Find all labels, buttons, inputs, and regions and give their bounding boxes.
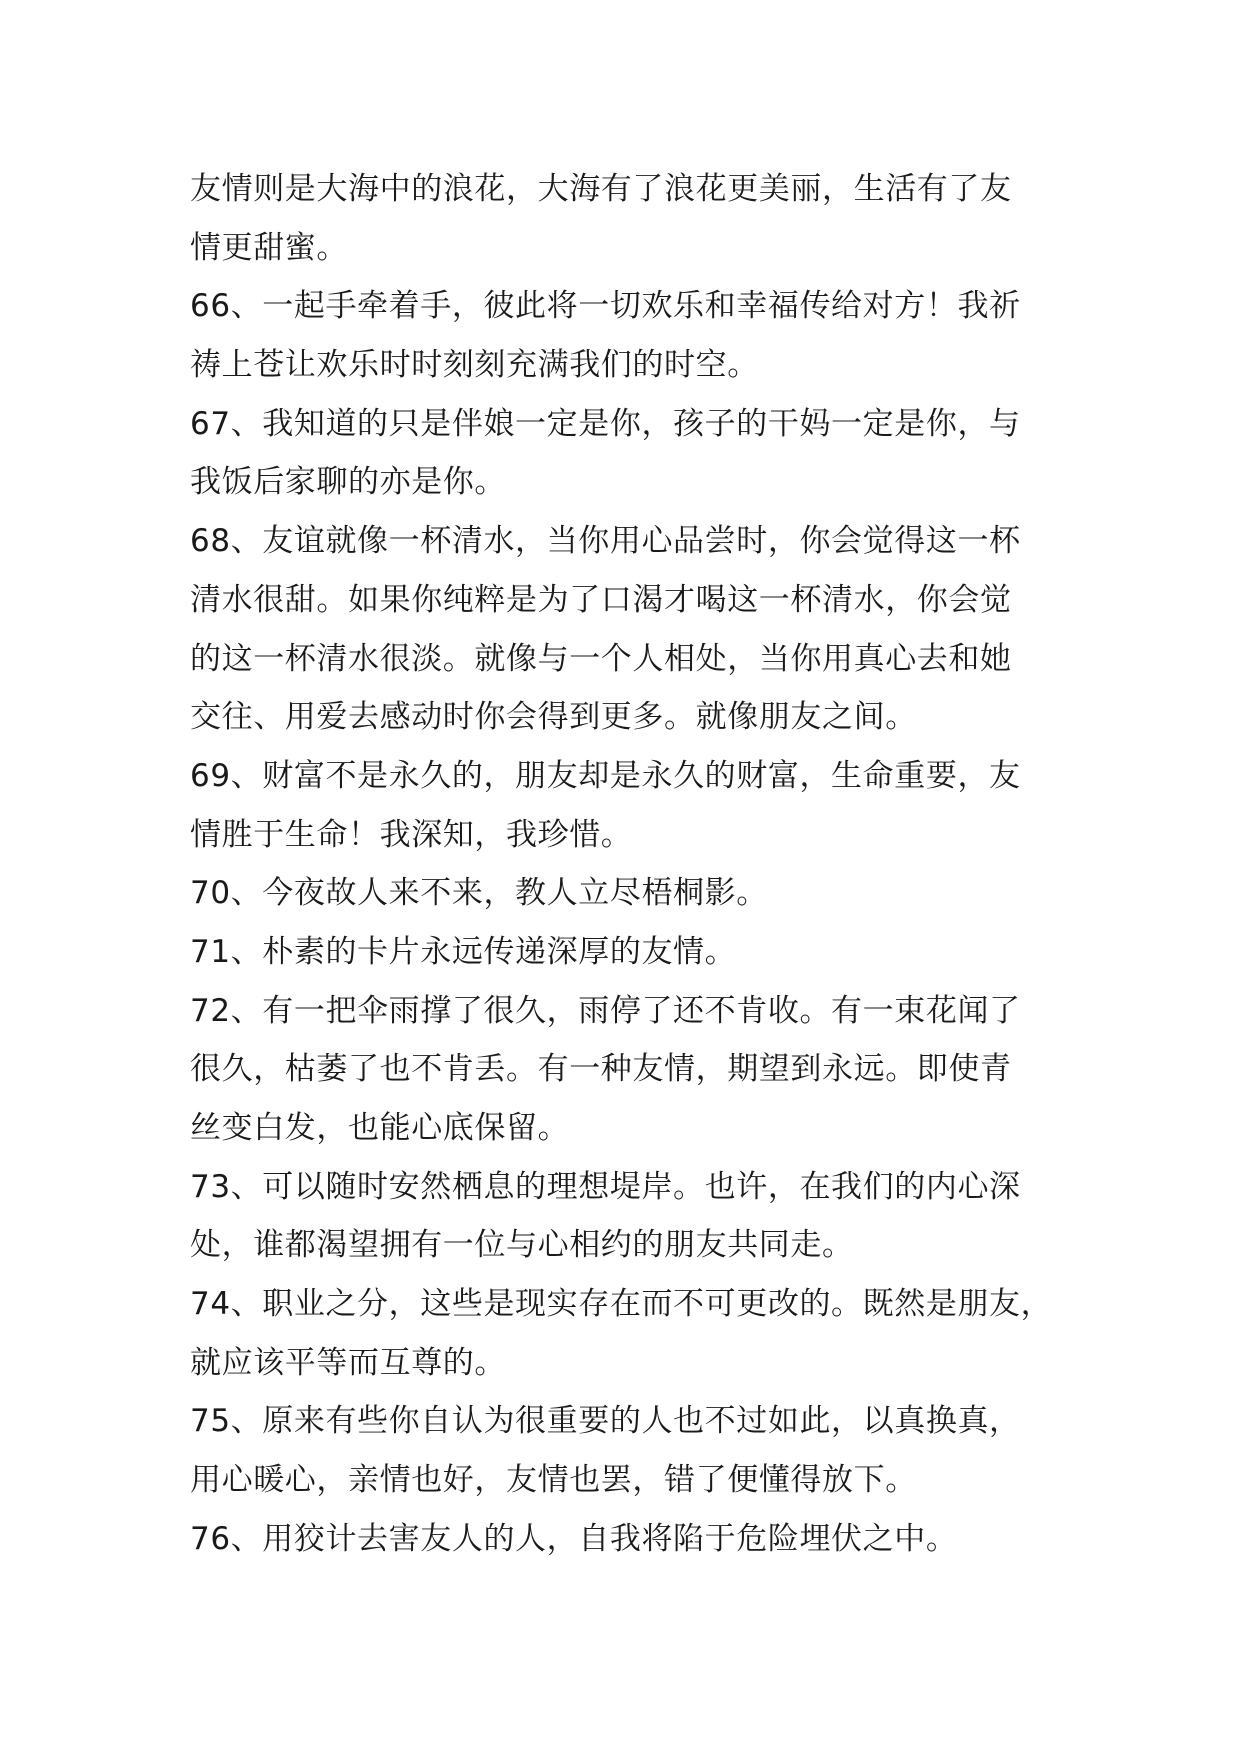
text-line: 情更甜蜜。 (190, 229, 348, 266)
text-line: 处，谁都渴望拥有一位与心相约的朋友共同走。 (190, 1227, 854, 1264)
text-line: 70、今夜故人来不来，教人立尽梧桐影。 (190, 875, 768, 912)
text-line: 很久，枯萎了也不肯丢。有一种友情，期望到永远。即使青 (190, 1051, 1012, 1088)
text-line: 76、用狡计去害友人的人，自我将陷于危险埋伏之中。 (190, 1520, 958, 1557)
text-line: 用心暖心，亲情也好，友情也罢，错了便懂得放下。 (190, 1462, 917, 1499)
document-body (190, 160, 1060, 1569)
text-line: 67、我知道的只是伴娘一定是你，孩子的干妈一定是你，与 (190, 405, 1021, 442)
text-line: 友情则是大海中的浪花，大海有了浪花更美丽，生活有了友 (190, 171, 1012, 207)
text-line: 73、可以随时安然栖息的理想堤岸。也许，在我们的内心深 (190, 1168, 1021, 1205)
text-line: 就应该平等而互尊的。 (190, 1344, 506, 1381)
text-line: 66、一起手牵着手，彼此将一切欢乐和幸福传给对方！我祈 (190, 288, 1021, 325)
text-line: 交往、用爱去感动时你会得到更多。就像朋友之间。 (190, 699, 917, 736)
text-line: 清水很甜。如果你纯粹是为了口渴才喝这一杯清水，你会觉 (190, 581, 1012, 618)
text-line: 的这一杯清水很淡。就像与一个人相处，当你用真心去和她 (190, 640, 1012, 677)
text-line: 我饭后家聊的亦是你。 (190, 464, 506, 501)
text-line: 祷上苍让欢乐时时刻刻充满我们的时空。 (190, 347, 759, 384)
text-line: 68、友谊就像一杯清水，当你用心品尝时，你会觉得这一杯 (190, 523, 1021, 560)
text-line: 69、财富不是永久的，朋友却是永久的财富，生命重要，友 (190, 757, 1021, 794)
text-line: 74、职业之分，这些是现实存在而不可更改的。既然是朋友， (190, 1286, 1053, 1323)
text-line: 情胜于生命！我深知，我珍惜。 (190, 816, 633, 853)
text-line: 71、朴素的卡片永远传递深厚的友情。 (190, 933, 737, 970)
text-line: 丝变白发，也能心底保留。 (190, 1110, 570, 1146)
text-line: 75、原来有些你自认为很重要的人也不过如此，以真换真， (190, 1403, 1021, 1440)
text-line: 72、有一把伞雨撑了很久，雨停了还不肯收。有一束花闻了 (190, 992, 1021, 1029)
